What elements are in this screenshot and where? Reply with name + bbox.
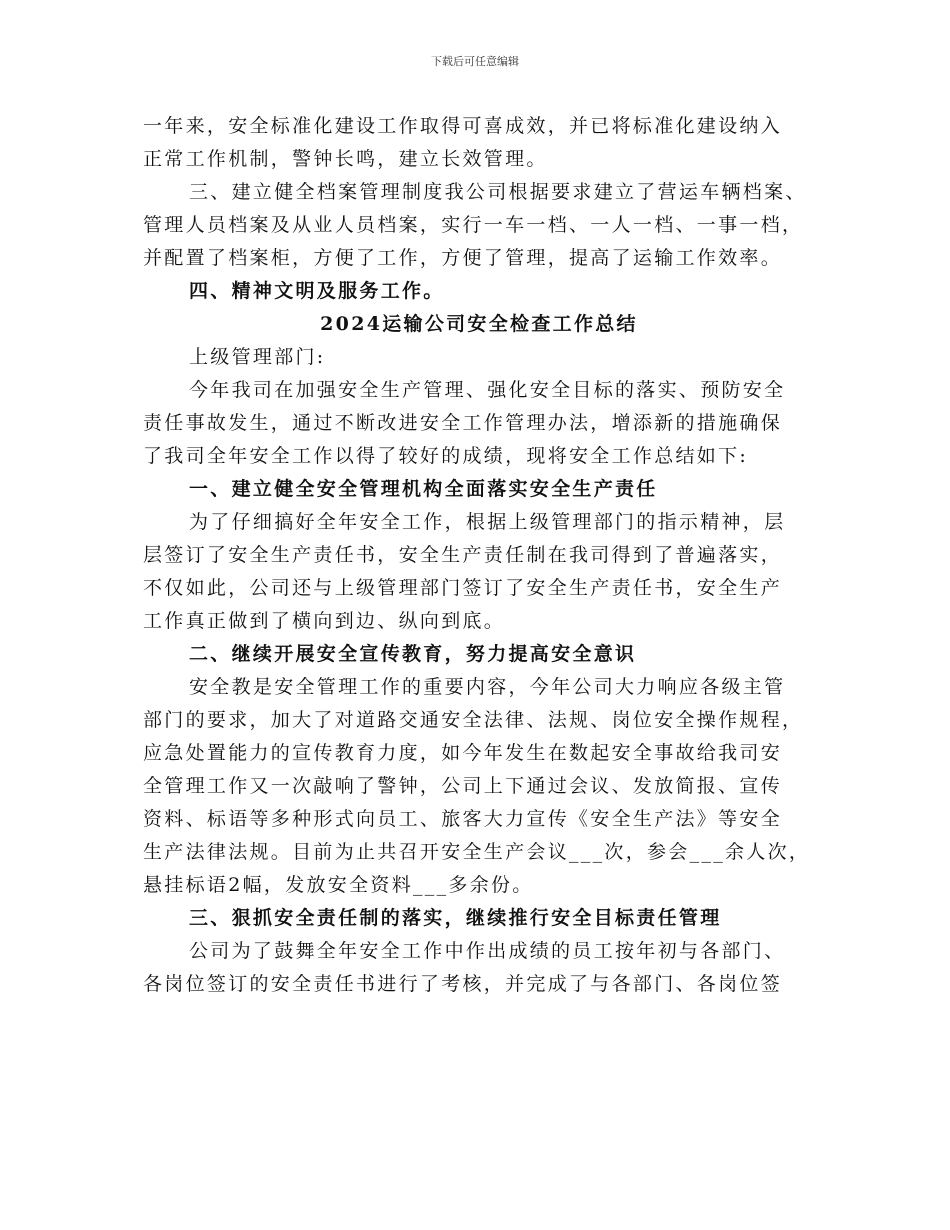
paragraph-line: 并配置了档案柜，方便了工作，方便了管理，提高了运输工作效率。 xyxy=(143,247,783,269)
paragraph-line: 全管理工作又一次敲响了警钟，公司上下通过会议、发放简报、宣传 xyxy=(143,775,783,797)
paragraph-line: 正常工作机制，警钟长鸣，建立长效管理。 xyxy=(143,148,548,170)
section-heading: 三、狠抓安全责任制的落实，继续推行安全目标责任管理 xyxy=(189,907,722,929)
paragraph-line: 生产法律法规。目前为止共召开安全生产会议___次，参会___余人次， xyxy=(143,841,811,863)
paragraph-line: 悬挂标语2幅，发放安全资料___多余份。 xyxy=(143,874,534,896)
paragraph-line: 为了仔细搞好全年安全工作，根据上级管理部门的指示精神，层 xyxy=(189,511,786,533)
paragraph-line: 今年我司在加强安全生产管理、强化安全目标的落实、预防安全 xyxy=(189,379,786,401)
paragraph-line: 上级管理部门: xyxy=(189,346,326,368)
section-heading: 一、建立健全安全管理机构全面落实安全生产责任 xyxy=(189,478,658,500)
page-header: 下载后可任意编辑 xyxy=(431,55,519,68)
paragraph-line: 资料、标语等多种形式向员工、旅客大力宣传《安全生产法》等安全 xyxy=(143,808,783,830)
document-title: 2024运输公司安全检查工作总结 xyxy=(320,313,638,335)
paragraph-line: 安全教是安全管理工作的重要内容，今年公司大力响应各级主管 xyxy=(189,676,786,698)
paragraph-line: 公司为了鼓舞全年安全工作中作出成绩的员工按年初与各部门、 xyxy=(189,940,786,962)
paragraph-line: 一年来，安全标准化建设工作取得可喜成效，并已将标准化建设纳入 xyxy=(143,115,783,137)
paragraph-line: 了我司全年安全工作以得了较好的成绩，现将安全工作总结如下: xyxy=(143,445,749,467)
paragraph-line: 三、建立健全档案管理制度我公司根据要求建立了营运车辆档案、 xyxy=(189,181,807,203)
document-body xyxy=(143,110,815,1001)
paragraph-line: 责任事故发生，通过不断改进安全工作管理办法，增添新的措施确保 xyxy=(143,412,783,434)
section-heading: 二、继续开展安全宣传教育，努力提高安全意识 xyxy=(189,643,637,665)
paragraph-line: 应急处置能力的宣传教育力度，如今年发生在数起安全事故给我司安 xyxy=(143,742,783,764)
section-heading: 四、精神文明及服务工作。 xyxy=(189,280,445,302)
paragraph-line: 部门的要求，加大了对道路交通安全法律、法规、岗位安全操作规程， xyxy=(143,709,804,731)
paragraph-line: 不仅如此，公司还与上级管理部门签订了安全生产责任书，安全生产 xyxy=(143,577,783,599)
paragraph-line: 管理人员档案及从业人员档案，实行一车一档、一人一档、一事一档， xyxy=(143,214,804,236)
paragraph-line: 各岗位签订的安全责任书进行了考核，并完成了与各部门、各岗位签 xyxy=(143,973,783,995)
paragraph-line: 工作真正做到了横向到边、纵向到底。 xyxy=(143,610,506,632)
paragraph-line: 层签订了安全生产责任书，安全生产责任制在我司得到了普遍落实， xyxy=(143,544,783,566)
